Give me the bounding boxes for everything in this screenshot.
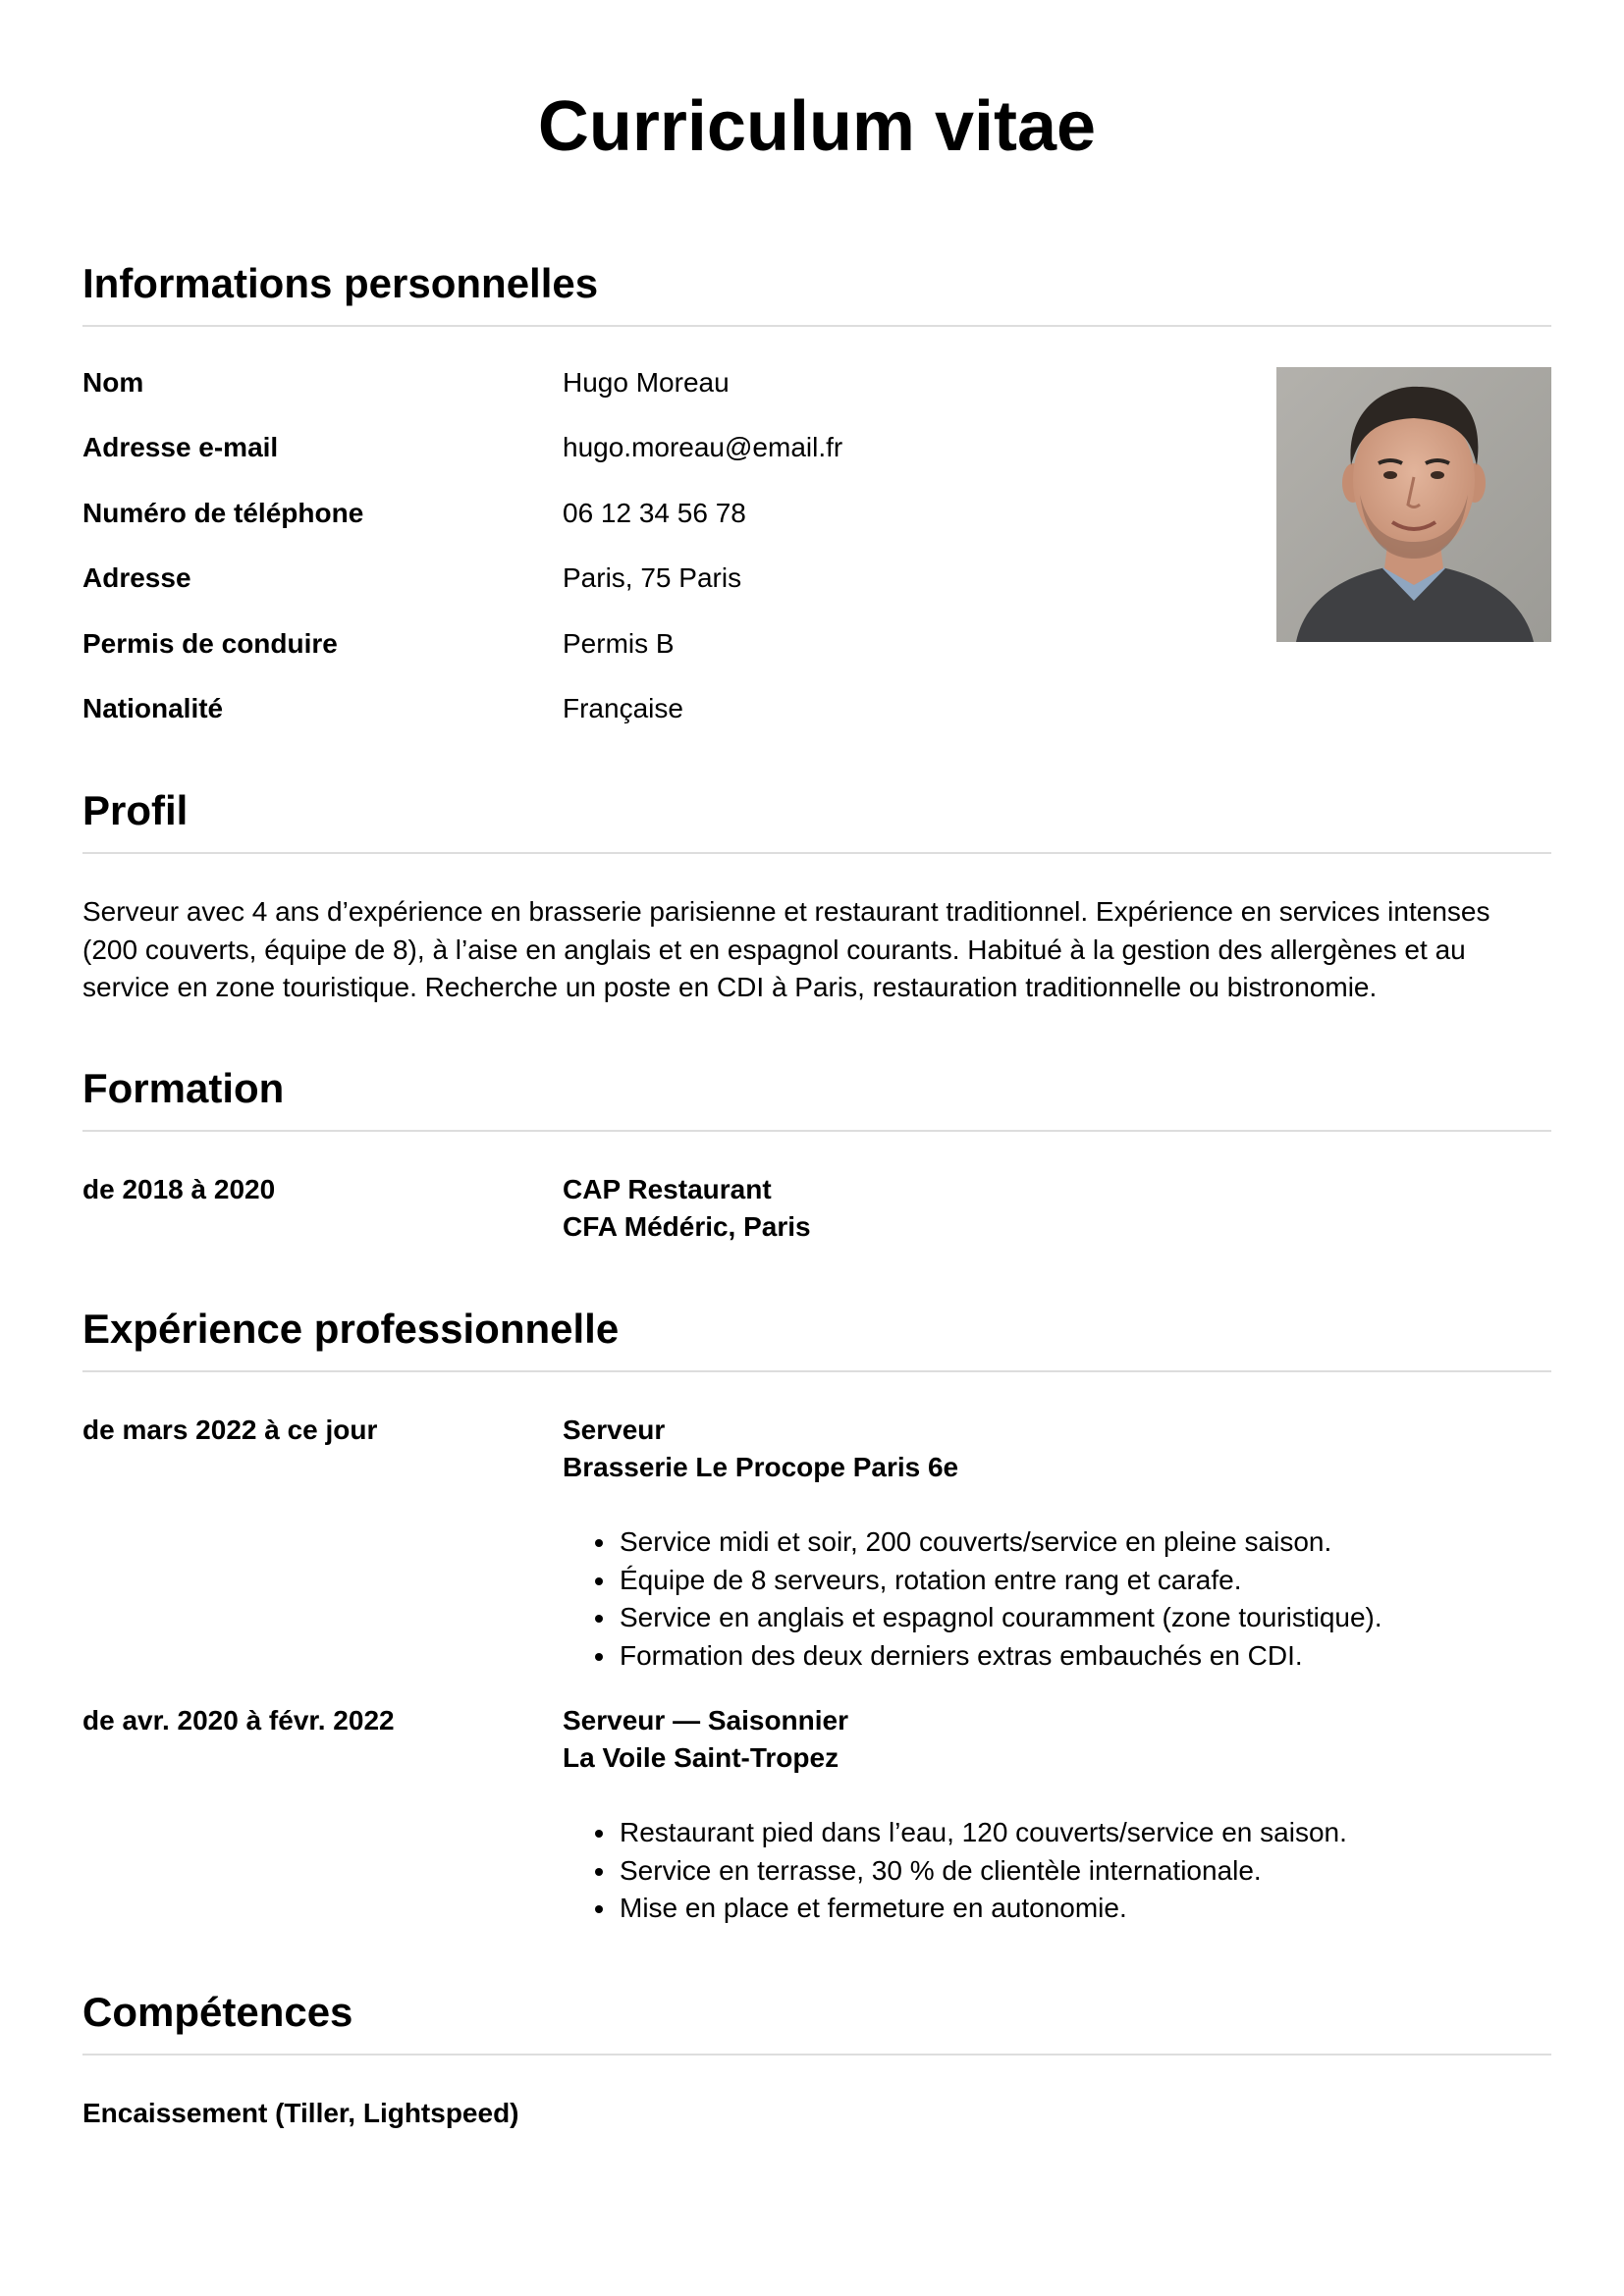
info-value: Permis B — [563, 627, 675, 659]
info-label: Adresse e-mail — [82, 432, 279, 463]
info-label: Nom — [82, 367, 144, 398]
info-value: Paris, 75 Paris — [563, 562, 742, 594]
education-section — [82, 1063, 1551, 1246]
info-label: Numéro de téléphone — [82, 497, 364, 528]
profile-section — [82, 785, 1551, 1007]
info-value: 06 12 34 56 78 — [563, 497, 746, 528]
education-school: CFA Médéric, Paris — [563, 1211, 811, 1242]
bullet-item: • Équipe de 8 serveurs, rotation entre rang et carafe. — [618, 1562, 1551, 1600]
bullet-item: • Mise en place et fermeture en autonomie. — [618, 1890, 1551, 1928]
info-value: Française — [563, 692, 683, 723]
bullet-item: • Service en terrasse, 30 % de clientèle internationale. — [618, 1852, 1551, 1891]
experience-title: Serveur — [563, 1415, 666, 1445]
document-title: Curriculum vitae — [537, 87, 1097, 166]
experience-bullets — [563, 1523, 1551, 1675]
skills-section — [82, 1987, 1551, 2132]
bullet-item: • Service en anglais et espagnol couramment (zone touristique). — [618, 1599, 1551, 1637]
experience-title: Serveur — Saisonnier — [563, 1705, 849, 1735]
personal-info-heading: Informations personnelles — [82, 258, 1551, 327]
education-dates: de 2018 à 2020 — [82, 1174, 276, 1204]
experience-entry — [82, 1412, 1551, 1675]
profile-photo — [1276, 367, 1551, 642]
experience-section — [82, 1304, 1551, 1928]
info-row-nationality — [82, 690, 1551, 755]
experience-dates: de mars 2022 à ce jour — [82, 1415, 378, 1445]
bullet-item: • Service midi et soir, 200 couverts/service en pleine saison. — [618, 1523, 1551, 1562]
experience-entry — [82, 1702, 1551, 1928]
skill-item — [82, 2095, 1551, 2132]
skill-label: Encaissement (Tiller, Lightspeed) — [82, 2098, 519, 2128]
info-label: Adresse — [82, 562, 191, 594]
education-heading: Formation — [82, 1063, 1551, 1132]
profile-text: Serveur avec 4 ans d’expérience en brasserie parisienne et restaurant traditionnel. Expérience en services intenses (200 couverts, équipe de 8), à l’aise en anglais et en espagnol courants. Habitué à la gestion des allergènes et au service en zone touristique. Recherche un poste en CDI à Paris, restauration traditionnelle ou bistronomie. — [82, 896, 1490, 1002]
bullet-item: • Restaurant pied dans l’eau, 120 couverts/service en saison. — [618, 1814, 1551, 1852]
education-entry — [82, 1171, 1551, 1246]
info-value: hugo.moreau@email.fr — [563, 432, 843, 463]
bullet-item: • Formation des deux derniers extras embauchés en CDI. — [618, 1637, 1551, 1676]
experience-dates: de avr. 2020 à févr. 2022 — [82, 1705, 395, 1735]
experience-employer: La Voile Saint-Tropez — [563, 1742, 839, 1773]
info-label: Permis de conduire — [82, 627, 338, 659]
info-value: Hugo Moreau — [563, 367, 730, 398]
education-title: CAP Restaurant — [563, 1174, 772, 1204]
experience-employer: Brasserie Le Procope Paris 6e — [563, 1452, 959, 1482]
experience-heading: Expérience professionnelle — [82, 1304, 1551, 1372]
experience-bullets — [563, 1814, 1551, 1928]
skills-heading: Compétences — [82, 1987, 1551, 2056]
profile-heading: Profil — [82, 785, 1551, 854]
info-label: Nationalité — [82, 692, 224, 723]
